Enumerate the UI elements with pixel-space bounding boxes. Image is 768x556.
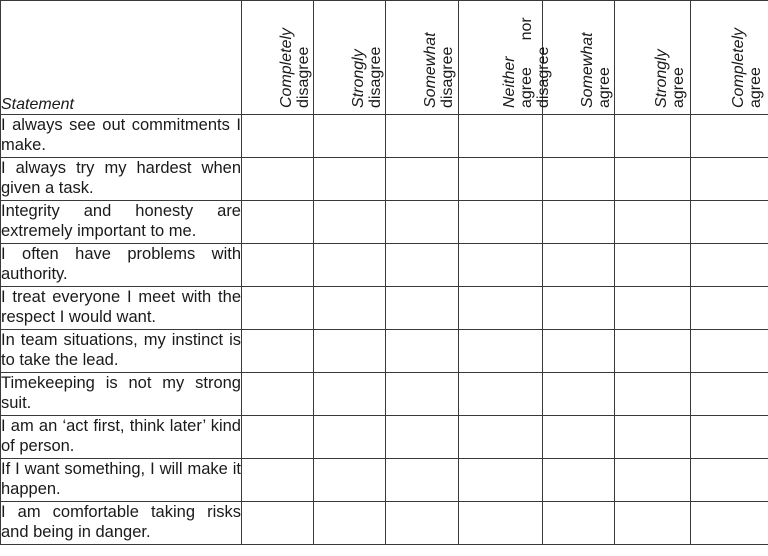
response-cell-somewhat-agree[interactable]	[543, 244, 615, 287]
response-cell-strongly-agree[interactable]	[615, 373, 691, 416]
column-header-somewhat-disagree: Somewhat disagree	[386, 1, 459, 115]
response-cell-neither[interactable]	[459, 158, 543, 201]
response-cell-somewhat-agree[interactable]	[543, 201, 615, 244]
response-cell-somewhat-agree[interactable]	[543, 115, 615, 158]
response-cell-completely-agree[interactable]	[691, 201, 768, 244]
response-cell-strongly-disagree[interactable]	[314, 373, 386, 416]
column-header-completely-agree: Completely agree	[691, 1, 768, 115]
statement-text: I always see out commitments I make.	[1, 115, 242, 158]
response-cell-completely-agree[interactable]	[691, 459, 768, 502]
statement-text: Integrity and honesty are extremely important to me.	[1, 201, 242, 244]
table-row	[1, 502, 768, 545]
response-cell-strongly-agree[interactable]	[615, 115, 691, 158]
response-cell-completely-agree[interactable]	[691, 244, 768, 287]
response-cell-completely-agree[interactable]	[691, 416, 768, 459]
statement-text: I am comfortable taking risks and being in danger.	[1, 502, 242, 545]
response-cell-strongly-agree[interactable]	[615, 201, 691, 244]
response-cell-neither[interactable]	[459, 244, 543, 287]
statement-text: If I want something, I will make it happen.	[1, 459, 242, 502]
column-header-neither: Neither agree nor disagree	[459, 1, 543, 115]
response-cell-completely-disagree[interactable]	[242, 459, 314, 502]
statement-text: I am an ‘act first, think later’ kind of person.	[1, 416, 242, 459]
response-cell-somewhat-disagree[interactable]	[386, 502, 459, 545]
response-cell-strongly-agree[interactable]	[615, 459, 691, 502]
statement-text: Timekeeping is not my strong suit.	[1, 373, 242, 416]
table-row	[1, 416, 768, 459]
table-row	[1, 115, 768, 158]
response-cell-strongly-disagree[interactable]	[314, 244, 386, 287]
response-cell-somewhat-agree[interactable]	[543, 158, 615, 201]
response-cell-somewhat-disagree[interactable]	[386, 287, 459, 330]
response-cell-somewhat-disagree[interactable]	[386, 373, 459, 416]
response-cell-neither[interactable]	[459, 330, 543, 373]
response-cell-somewhat-disagree[interactable]	[386, 244, 459, 287]
response-cell-completely-disagree[interactable]	[242, 244, 314, 287]
response-cell-strongly-disagree[interactable]	[314, 158, 386, 201]
response-cell-neither[interactable]	[459, 416, 543, 459]
column-header-somewhat-agree: Somewhat agree	[543, 1, 615, 115]
response-cell-somewhat-disagree[interactable]	[386, 158, 459, 201]
response-cell-completely-agree[interactable]	[691, 287, 768, 330]
statement-text: I treat everyone I meet with the respect I would want.	[1, 287, 242, 330]
response-cell-completely-agree[interactable]	[691, 158, 768, 201]
response-cell-strongly-disagree[interactable]	[314, 287, 386, 330]
response-cell-somewhat-disagree[interactable]	[386, 416, 459, 459]
response-cell-completely-agree[interactable]	[691, 330, 768, 373]
response-cell-somewhat-disagree[interactable]	[386, 115, 459, 158]
response-cell-strongly-disagree[interactable]	[314, 502, 386, 545]
response-cell-neither[interactable]	[459, 502, 543, 545]
response-cell-neither[interactable]	[459, 115, 543, 158]
column-header-completely-disagree: Completely disagree	[242, 1, 314, 115]
table-row	[1, 330, 768, 373]
response-cell-completely-disagree[interactable]	[242, 330, 314, 373]
response-cell-somewhat-disagree[interactable]	[386, 201, 459, 244]
table-row	[1, 459, 768, 502]
response-cell-strongly-agree[interactable]	[615, 158, 691, 201]
response-cell-completely-disagree[interactable]	[242, 201, 314, 244]
response-cell-somewhat-agree[interactable]	[543, 330, 615, 373]
response-cell-completely-agree[interactable]	[691, 373, 768, 416]
response-cell-completely-disagree[interactable]	[242, 158, 314, 201]
response-cell-completely-agree[interactable]	[691, 115, 768, 158]
table-row	[1, 158, 768, 201]
response-cell-strongly-agree[interactable]	[615, 287, 691, 330]
response-cell-strongly-agree[interactable]	[615, 416, 691, 459]
response-cell-neither[interactable]	[459, 201, 543, 244]
response-cell-strongly-disagree[interactable]	[314, 115, 386, 158]
statement-text: In team situations, my instinct is to take the lead.	[1, 330, 242, 373]
response-cell-completely-agree[interactable]	[691, 502, 768, 545]
response-cell-strongly-disagree[interactable]	[314, 201, 386, 244]
response-cell-completely-disagree[interactable]	[242, 373, 314, 416]
statement-column-header: Statement	[1, 1, 242, 115]
response-cell-strongly-agree[interactable]	[615, 502, 691, 545]
response-cell-somewhat-disagree[interactable]	[386, 330, 459, 373]
column-header-strongly-agree: Strongly agree	[615, 1, 691, 115]
response-cell-neither[interactable]	[459, 287, 543, 330]
response-cell-strongly-disagree[interactable]	[314, 459, 386, 502]
response-cell-completely-disagree[interactable]	[242, 502, 314, 545]
response-cell-neither[interactable]	[459, 459, 543, 502]
response-cell-strongly-agree[interactable]	[615, 330, 691, 373]
response-cell-somewhat-agree[interactable]	[543, 373, 615, 416]
statement-text: I often have problems with authority.	[1, 244, 242, 287]
statement-text: I always try my hardest when given a task.	[1, 158, 242, 201]
response-cell-somewhat-agree[interactable]	[543, 287, 615, 330]
response-cell-strongly-disagree[interactable]	[314, 416, 386, 459]
response-cell-somewhat-agree[interactable]	[543, 459, 615, 502]
response-cell-completely-disagree[interactable]	[242, 416, 314, 459]
table-row	[1, 244, 768, 287]
response-cell-somewhat-agree[interactable]	[543, 416, 615, 459]
header-row	[1, 1, 768, 115]
response-cell-strongly-agree[interactable]	[615, 244, 691, 287]
response-cell-somewhat-agree[interactable]	[543, 502, 615, 545]
response-cell-completely-disagree[interactable]	[242, 287, 314, 330]
column-header-strongly-disagree: Strongly disagree	[314, 1, 386, 115]
table-row	[1, 287, 768, 330]
response-cell-completely-disagree[interactable]	[242, 115, 314, 158]
table-row	[1, 373, 768, 416]
table-row	[1, 201, 768, 244]
response-cell-neither[interactable]	[459, 373, 543, 416]
response-cell-somewhat-disagree[interactable]	[386, 459, 459, 502]
response-cell-strongly-disagree[interactable]	[314, 330, 386, 373]
